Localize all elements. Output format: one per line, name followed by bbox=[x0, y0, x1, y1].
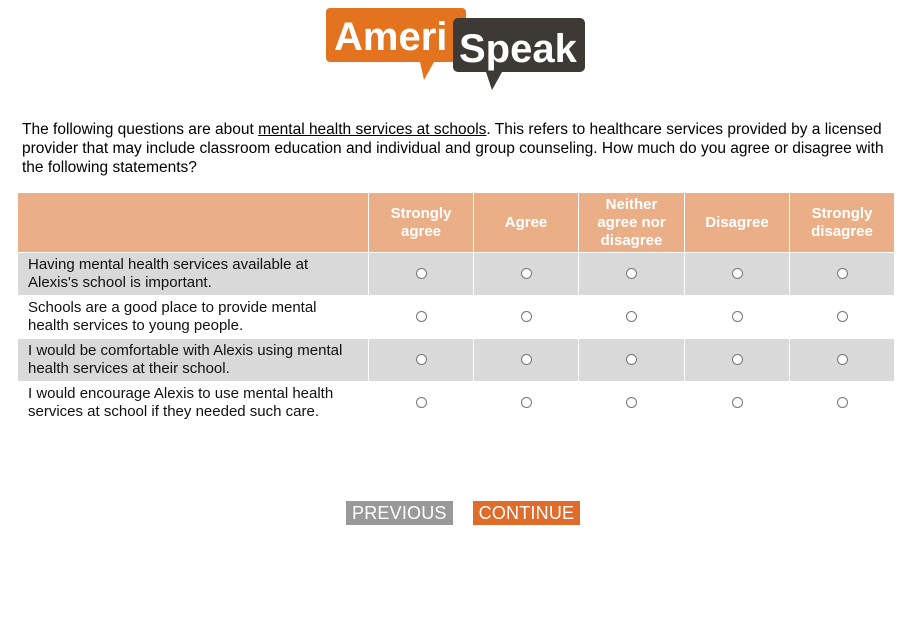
cell-neutral bbox=[578, 381, 684, 424]
radio-strongly-disagree[interactable] bbox=[837, 397, 848, 408]
grid-header-empty bbox=[18, 193, 368, 252]
cell-disagree bbox=[684, 338, 789, 381]
cell-agree bbox=[473, 252, 578, 295]
likert-grid bbox=[18, 193, 894, 424]
grid-header-strongly-agree: Strongly agree bbox=[368, 193, 473, 252]
cell-strongly-disagree bbox=[789, 252, 894, 295]
cell-neutral bbox=[578, 252, 684, 295]
radio-disagree[interactable] bbox=[732, 354, 743, 365]
radio-neutral[interactable] bbox=[626, 397, 637, 408]
radio-strongly-disagree[interactable] bbox=[837, 268, 848, 279]
radio-agree[interactable] bbox=[521, 354, 532, 365]
radio-strongly-disagree[interactable] bbox=[837, 354, 848, 365]
radio-strongly-disagree[interactable] bbox=[837, 311, 848, 322]
cell-disagree bbox=[684, 381, 789, 424]
radio-disagree[interactable] bbox=[732, 268, 743, 279]
intro-highlight: mental health services at schools bbox=[258, 121, 487, 138]
radio-strongly-agree[interactable] bbox=[416, 354, 427, 365]
question-intro bbox=[22, 120, 892, 177]
cell-neutral bbox=[578, 338, 684, 381]
cell-agree bbox=[473, 381, 578, 424]
grid-row bbox=[18, 338, 894, 381]
radio-neutral[interactable] bbox=[626, 354, 637, 365]
cell-agree bbox=[473, 295, 578, 338]
logo-text-ameri: Ameri bbox=[334, 15, 448, 59]
radio-strongly-agree[interactable] bbox=[416, 397, 427, 408]
grid-header-strongly-disagree: Strongly disagree bbox=[789, 193, 894, 252]
radio-disagree[interactable] bbox=[732, 397, 743, 408]
grid-header-disagree: Disagree bbox=[684, 193, 789, 252]
logo-text-speak: Speak bbox=[459, 27, 577, 71]
cell-strongly-agree bbox=[368, 252, 473, 295]
radio-disagree[interactable] bbox=[732, 311, 743, 322]
grid-row bbox=[18, 252, 894, 295]
row-statement: I would be comfortable with Alexis using mental health services at their school. bbox=[18, 338, 368, 381]
radio-strongly-agree[interactable] bbox=[416, 311, 427, 322]
radio-agree[interactable] bbox=[521, 397, 532, 408]
radio-agree[interactable] bbox=[521, 268, 532, 279]
radio-strongly-agree[interactable] bbox=[416, 268, 427, 279]
grid-header-neutral: Neither agree nor disagree bbox=[578, 193, 684, 252]
cell-strongly-agree bbox=[368, 295, 473, 338]
previous-button[interactable]: PREVIOUS bbox=[346, 501, 453, 525]
row-statement: Schools are a good place to provide mental health services to young people. bbox=[18, 295, 368, 338]
cell-neutral bbox=[578, 295, 684, 338]
radio-agree[interactable] bbox=[521, 311, 532, 322]
intro-text-after: . This refers to healthcare services provided by a licensed provider that may include classroom education and individual and group counseling. How much do you agree or disagree with the following statements? bbox=[22, 121, 884, 176]
cell-strongly-disagree bbox=[789, 295, 894, 338]
grid-row bbox=[18, 295, 894, 338]
cell-disagree bbox=[684, 252, 789, 295]
amerispeak-logo bbox=[326, 8, 588, 94]
cell-strongly-disagree bbox=[789, 338, 894, 381]
grid-row bbox=[18, 381, 894, 424]
cell-strongly-disagree bbox=[789, 381, 894, 424]
radio-neutral[interactable] bbox=[626, 311, 637, 322]
grid-header-agree: Agree bbox=[473, 193, 578, 252]
continue-button[interactable]: CONTINUE bbox=[473, 501, 581, 525]
radio-neutral[interactable] bbox=[626, 268, 637, 279]
row-statement: Having mental health services available at Alexis's school is important. bbox=[18, 252, 368, 295]
cell-strongly-agree bbox=[368, 338, 473, 381]
intro-text-before: The following questions are about bbox=[22, 121, 259, 138]
row-statement: I would encourage Alexis to use mental health services at school if they needed such care. bbox=[18, 381, 368, 424]
cell-strongly-agree bbox=[368, 381, 473, 424]
cell-agree bbox=[473, 338, 578, 381]
cell-disagree bbox=[684, 295, 789, 338]
survey-navigation bbox=[346, 501, 580, 525]
grid-header-row bbox=[18, 193, 894, 252]
